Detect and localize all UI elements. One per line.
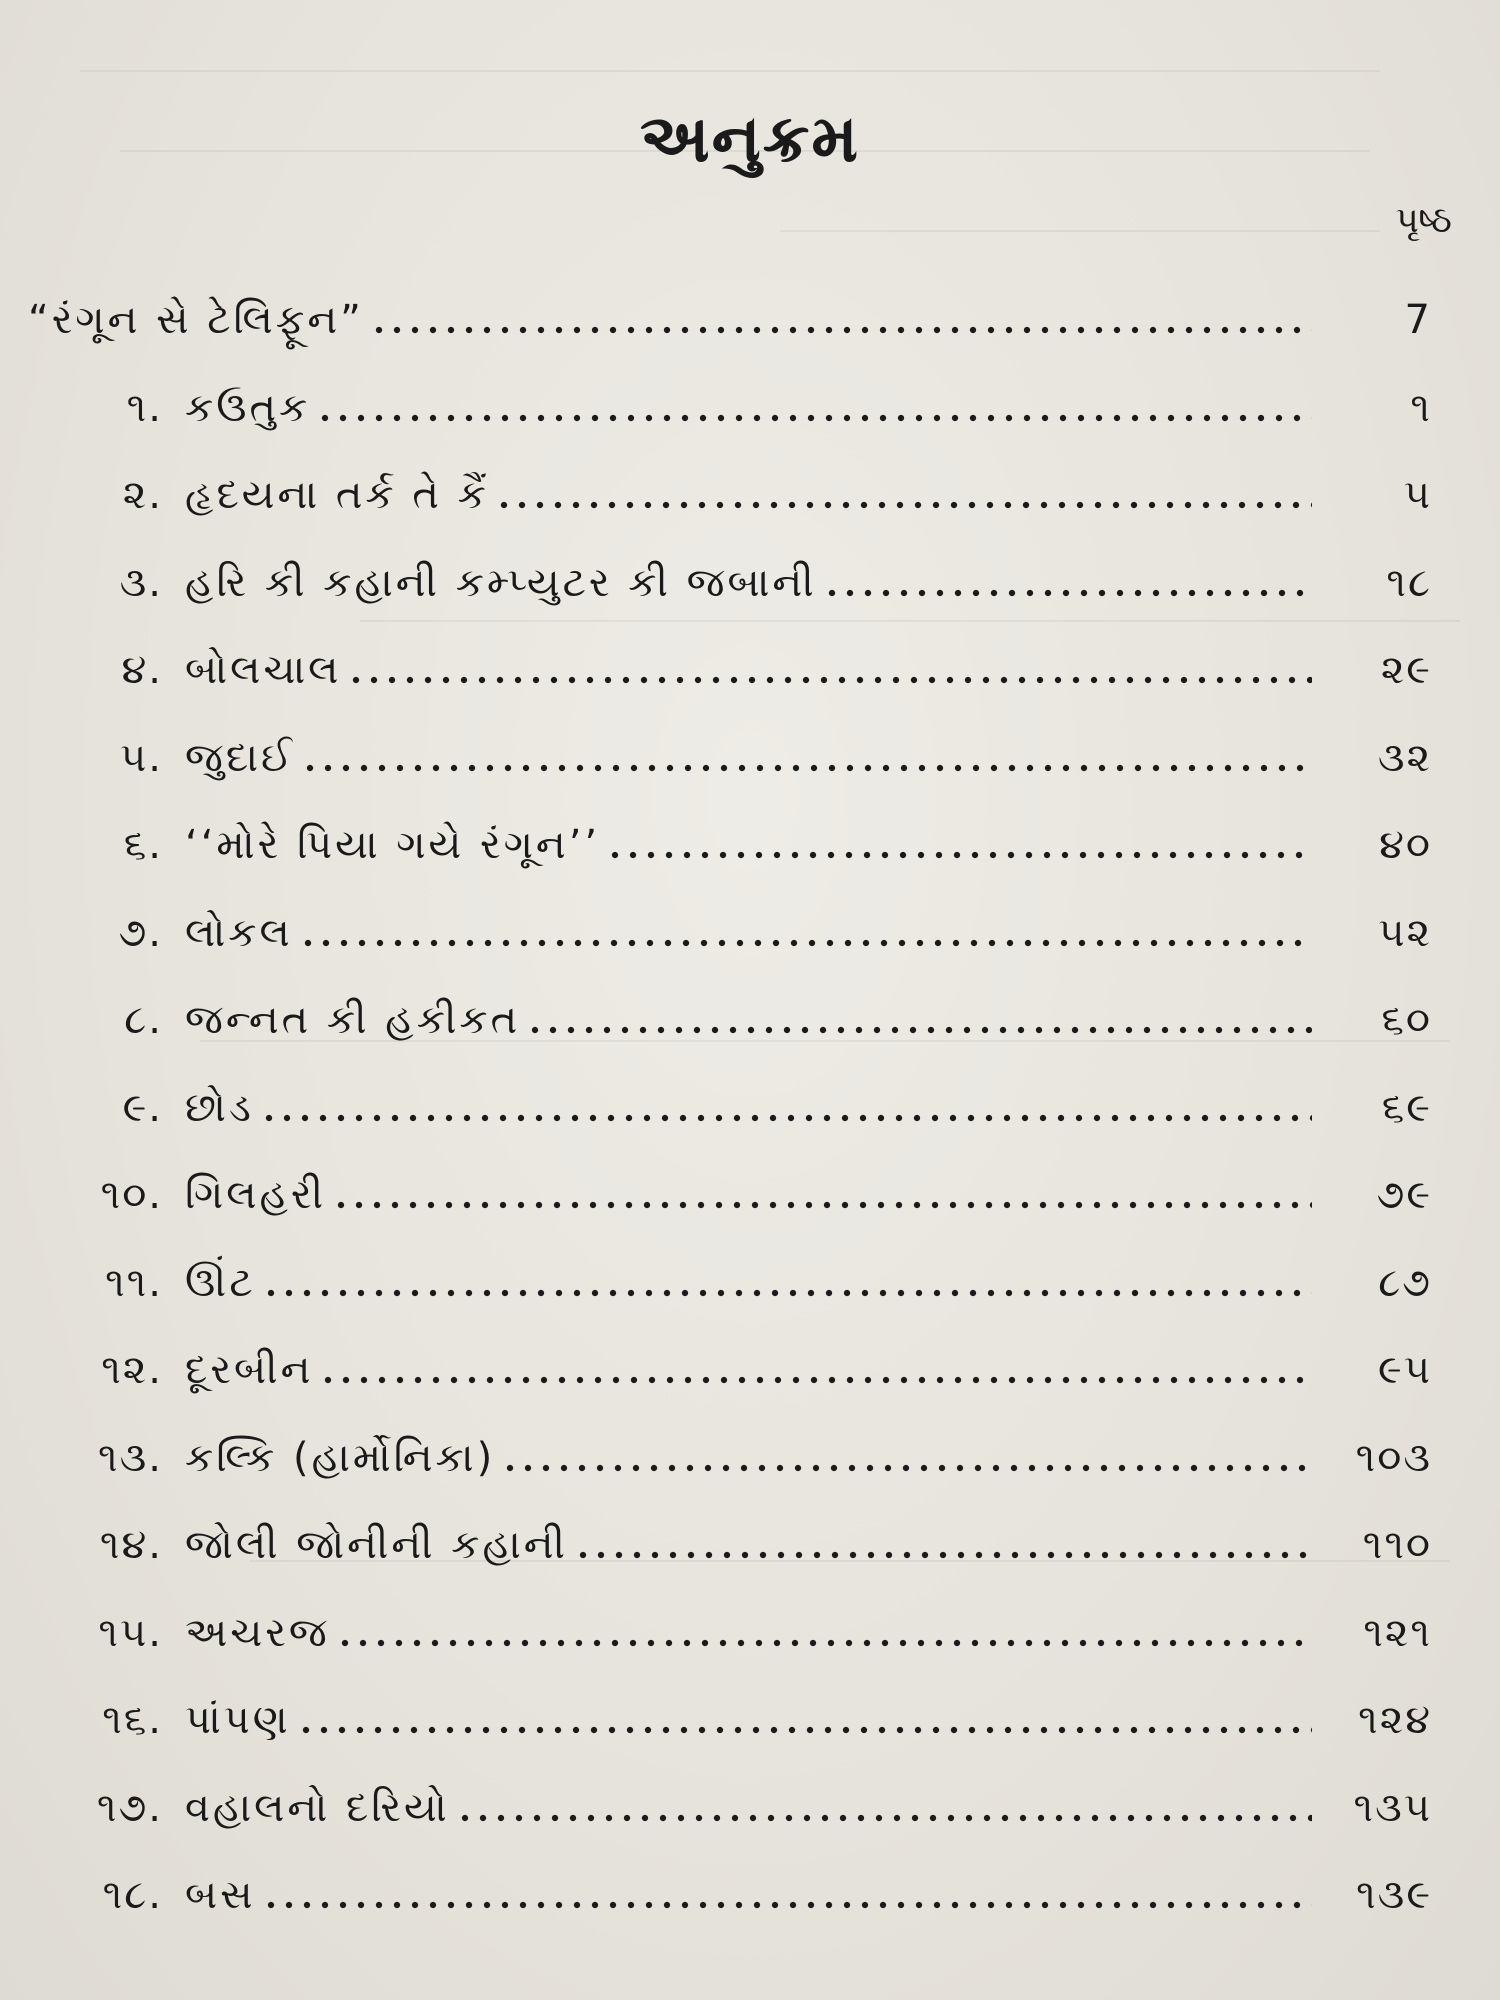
dot-leader [319,1374,1312,1386]
dot-leader [336,1637,1312,1649]
dot-leader [606,849,1312,861]
toc-entry[interactable] [0,553,1500,613]
toc-entry-number: ૬. [123,822,163,868]
toc-entry-title: દૂરબીન [185,1347,314,1393]
toc-entry-page: ૧૨૧ [1363,1610,1432,1656]
toc-entry-title: ‘‘મોરે પિયા ગયે રંગૂન’’ [185,822,601,868]
dot-leader [526,1024,1312,1036]
toc-entry[interactable] [0,1778,1500,1838]
show-through-line [780,230,1380,232]
page-title: અનુક્રમ [640,100,860,177]
toc-entry-page: ૧ [1410,385,1432,431]
page-column-header: પૃષ્ઠ [1395,200,1452,241]
show-through-line [80,70,1380,72]
dot-leader [370,324,1312,336]
toc-entry-title: “રંગૂન સે ટેલિફૂન” [28,297,364,343]
toc-entry-page: ૫૨ [1378,910,1432,956]
toc-entry-number: ૧૮. [102,1872,163,1918]
dot-leader [823,587,1312,599]
toc-entry-number: ૧૫. [98,1610,163,1656]
dot-leader [262,1287,1312,1299]
toc-entry-title: બોલચાલ [185,647,342,693]
toc-entry-title: જન્નત કી હકીકત [185,997,521,1043]
dot-leader [495,499,1312,511]
toc-entry-page: ૩૨ [1377,735,1432,781]
toc-entry-number: ૧૭. [96,1785,163,1831]
toc-entry-page: ૧૨૪ [1358,1697,1432,1743]
toc-entry-page: ૬૯ [1381,1085,1432,1131]
dot-leader [299,937,1312,949]
toc-entry[interactable] [0,1078,1500,1138]
toc-entry-title: જોલી જોનીની કહાની [185,1522,568,1568]
dot-leader [301,762,1312,774]
toc-entry-number: ૧૦. [100,1172,163,1218]
toc-entry-page: ૭૯ [1376,1172,1432,1218]
dot-leader [260,1112,1312,1124]
toc-entry-number: ૭. [118,910,163,956]
toc-entry[interactable] [0,1515,1500,1575]
toc-entry[interactable] [0,1165,1500,1225]
toc-entry-page: 7 [1404,297,1432,343]
toc-entry[interactable] [0,640,1500,700]
toc-entry-number: ૧૨. [101,1347,163,1393]
toc-entry-number: ૮. [124,997,163,1043]
toc-entry-title: જુદાઈ [185,735,295,781]
toc-entry[interactable] [0,465,1500,525]
toc-entry[interactable] [0,378,1500,438]
toc-entry-number: ૩. [119,560,163,606]
dot-leader [297,1724,1312,1736]
toc-entry-page: ૬૦ [1381,997,1432,1043]
toc-entry-number: ૧. [126,385,163,431]
dot-leader [456,1812,1312,1824]
toc-entry-title: હૃદયના તર્ક તે કૈં [185,472,489,518]
toc-entry-title: કઉતુક [185,385,311,431]
toc-entry-page: ૧૦૩ [1355,1435,1432,1481]
dot-leader [574,1549,1312,1561]
toc-entry[interactable] [0,1603,1500,1663]
toc-entry-title: હરિ કી કહાની કમ્પ્યુટર કી જબાની [185,560,817,606]
toc-entry-title: વહાલનો દરિયો [185,1785,450,1831]
toc-entry-title: ઊંટ [185,1260,256,1306]
toc-entry-title: બસ [185,1872,256,1918]
toc-entry-number: ૧૧. [105,1260,163,1306]
toc-entry-title: કલ્કિ (હાર્મોનિકા) [185,1435,496,1481]
toc-entry-page: ૨૯ [1380,647,1432,693]
toc-entry-page: ૧૮ [1386,560,1432,606]
toc-entry[interactable] [0,1428,1500,1488]
toc-entry-page: ૫ [1403,472,1432,518]
toc-entry-page: ૯૫ [1378,1347,1432,1393]
toc-entry-title: છોડ [185,1085,254,1131]
dot-leader [262,1899,1312,1911]
toc-entry[interactable] [0,728,1500,788]
toc-entry-page: ૧૩૯ [1356,1872,1432,1918]
toc-entry[interactable] [0,903,1500,963]
dot-leader [332,1199,1312,1211]
toc-entry-number: ૧૩. [98,1435,163,1481]
toc-entry-number: ૧૪. [99,1522,163,1568]
toc-entry[interactable] [0,815,1500,875]
toc-entry-number: ૧૬. [102,1697,163,1743]
toc-entry-number: ૨. [122,472,163,518]
dot-leader [347,674,1312,686]
toc-entry-title: પાંપણ [185,1697,291,1743]
toc-entry[interactable] [0,1340,1500,1400]
toc-entry-page: ૧૧૦ [1362,1522,1432,1568]
toc-entry-page: ૧૩૫ [1353,1785,1432,1831]
toc-entry[interactable] [0,1865,1500,1925]
toc-entry-page: ૮૭ [1378,1260,1432,1306]
dot-leader [316,412,1312,424]
toc-entry[interactable] [0,1690,1500,1750]
toc-entry-intro[interactable] [0,290,1500,350]
toc-entry[interactable] [0,1253,1500,1313]
toc-entry-number: ૪. [121,647,163,693]
toc-entry-title: ગિલહરી [185,1172,327,1218]
toc-entry-number: ૫. [120,735,163,781]
toc-entry[interactable] [0,990,1500,1050]
toc-entry-title: અચરજ [185,1610,330,1656]
show-through-line [360,620,1460,622]
toc-entry-number: ૯. [122,1085,163,1131]
toc-entry-page: ૪૦ [1379,822,1432,868]
dot-leader [501,1462,1312,1474]
toc-entry-title: લોકલ [185,910,293,956]
